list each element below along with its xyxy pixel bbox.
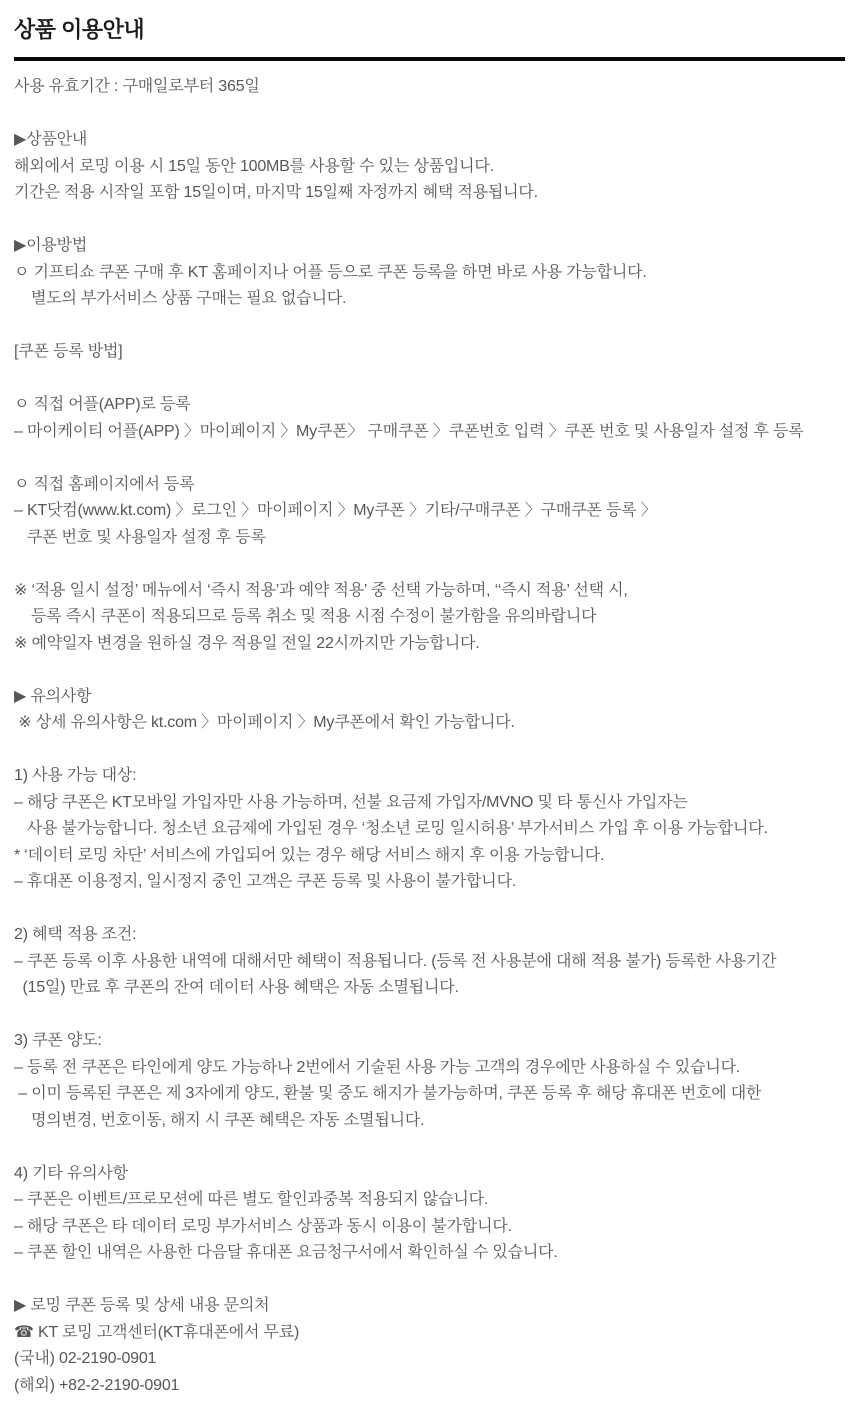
item3-line-2: – 이미 등록된 쿠폰은 제 3자에게 양도, 환불 및 중도 해지가 불가능하며, 쿠폰 등록 후 해당 휴대폰 번호에 대한: [14, 1085, 762, 1102]
apply-time-note-1: ※ ‘적용 일시 설정’ 메뉴에서 ‘즉시 적용’과 예약 적용’ 중 선택 가능하며, ‘‘즉시 적용’ 선택 시,: [14, 581, 628, 599]
blank-line: [14, 1134, 850, 1161]
item2-line-1: – 쿠폰 등록 이후 사용한 내역에 대해서만 혜택이 적용됩니다. (등록 전 사용분에 대해 적용 불가) 등록한 사용기간: [14, 952, 777, 970]
usage-method-line-2: 별도의 부가서비스 상품 구매는 필요 없습니다.: [14, 290, 347, 307]
validity-period: 사용 유효기간 : 구매일로부터 365일: [14, 78, 260, 95]
item4-line-3: – 쿠폰 할인 내역은 사용한 다음달 휴대폰 요금청구서에서 확인하실 수 있습니다.: [14, 1244, 558, 1261]
blank-line: [14, 366, 850, 393]
notice-heading: ▶ 유의사항: [14, 687, 92, 705]
item3-line-1: – 등록 전 쿠폰은 타인에게 양도 가능하나 2번에서 기술된 사용 가능 고객의 경우에만 사용하실 수 있습니다.: [14, 1058, 741, 1076]
blank-line: [14, 657, 850, 684]
item1-line-2: 사용 불가능합니다. 청소년 요금제에 가입된 경우 ‘청소년 로밍 일시허용’ 부가서비스 가입 후 이용 가능합니다.: [14, 820, 768, 837]
homepage-register-heading: ㅇ 직접 홈페이지에서 등록: [14, 475, 195, 493]
usage-method-line-1: ㅇ 기프티쇼 쿠폰 구매 후 KT 홈페이지나 어플 등으로 쿠폰 등록을 하면 바로 사용 가능합니다.: [14, 263, 647, 281]
item1-line-3: * ‘데이터 로밍 차단’ 서비스에 가입되어 있는 경우 해당 서비스 해지 후 이용 가능합니다.: [14, 846, 605, 864]
contact-overseas: (해외) +82-2-2190-0901: [14, 1376, 180, 1394]
item1-heading: 1) 사용 가능 대상:: [14, 767, 137, 784]
blank-line: [14, 896, 850, 923]
blank-line: [14, 737, 850, 764]
blank-line: [14, 1267, 850, 1294]
item3-line-3: 명의변경, 번호이동, 해지 시 쿠폰 혜택은 자동 소멸됩니다.: [14, 1111, 425, 1129]
document-body: [14, 74, 850, 1399]
contact-center: ☎ KT 로밍 고객센터(KT휴대폰에서 무료): [14, 1323, 300, 1341]
blank-line: [14, 1002, 850, 1029]
item2-line-2: (15일) 만료 후 쿠폰의 잔여 데이터 사용 혜택은 자동 소멸됩니다.: [14, 979, 459, 996]
document-header: [14, 16, 845, 44]
usage-method-heading: ▶이용방법: [14, 237, 88, 254]
page-title: 상품 이용안내: [14, 17, 145, 42]
item2-heading: 2) 혜택 적용 조건:: [14, 926, 137, 943]
blank-line: [14, 101, 850, 128]
item4-line-2: – 해당 쿠폰은 타 데이터 로밍 부가서비스 상품과 동시 이용이 불가합니다.: [14, 1217, 512, 1235]
item4-line-1: – 쿠폰은 이벤트/프로모션에 따른 별도 할인과중복 적용되지 않습니다.: [14, 1191, 489, 1208]
homepage-register-path-1: – KT닷컴(www.kt.com) 〉로그인 〉마이페이지 〉My쿠폰 〉기타/구매쿠폰 〉구매쿠폰 등록 〉: [14, 502, 657, 519]
apply-time-note-2: 등록 즉시 쿠폰이 적용되므로 등록 취소 및 적용 시점 수정이 불가함을 유의바랍니다: [14, 608, 597, 625]
contact-heading: ▶ 로밍 쿠폰 등록 및 상세 내용 문의처: [14, 1297, 270, 1314]
coupon-register-title: [쿠폰 등록 방법]: [14, 343, 123, 360]
reserve-date-note: ※ 예약일자 변경을 원하실 경우 적용일 전일 22시까지만 가능합니다.: [14, 634, 480, 652]
notice-detail-note: ※ 상세 유의사항은 kt.com 〉마이페이지 〉My쿠폰에서 확인 가능합니다.: [14, 714, 515, 731]
app-register-path: – 마이케이티 어플(APP) 〉마이페이지 〉My쿠폰〉 구매쿠폰 〉쿠폰번호 입력 〉쿠폰 번호 및 사용일자 설정 후 등록: [14, 422, 804, 440]
contact-domestic: (국내) 02-2190-0901: [14, 1350, 157, 1367]
product-info-line-1: 해외에서 로밍 이용 시 15일 동안 100MB를 사용할 수 있는 상품입니다.: [14, 157, 494, 175]
blank-line: [14, 551, 850, 578]
product-info-heading: ▶상품안내: [14, 131, 88, 148]
blank-line: [14, 313, 850, 340]
item1-line-1: – 해당 쿠폰은 KT모바일 가입자만 사용 가능하며, 선불 요금제 가입자/MVNO 및 타 통신사 가입자는: [14, 793, 688, 811]
homepage-register-path-2: 쿠폰 번호 및 사용일자 설정 후 등록: [14, 528, 266, 546]
item3-heading: 3) 쿠폰 양도:: [14, 1032, 102, 1049]
product-info-line-2: 기간은 적용 시작일 포함 15일이며, 마지막 15일째 자정까지 혜택 적용됩니다.: [14, 184, 538, 201]
item4-heading: 4) 기타 유의사항: [14, 1164, 128, 1182]
item1-line-4: – 휴대폰 이용정지, 일시정지 중인 고객은 쿠폰 등록 및 사용이 불가합니다.: [14, 873, 517, 890]
blank-line: [14, 445, 850, 472]
title-divider: [14, 57, 845, 61]
app-register-heading: ㅇ 직접 어플(APP)로 등록: [14, 396, 191, 413]
blank-line: [14, 207, 850, 234]
